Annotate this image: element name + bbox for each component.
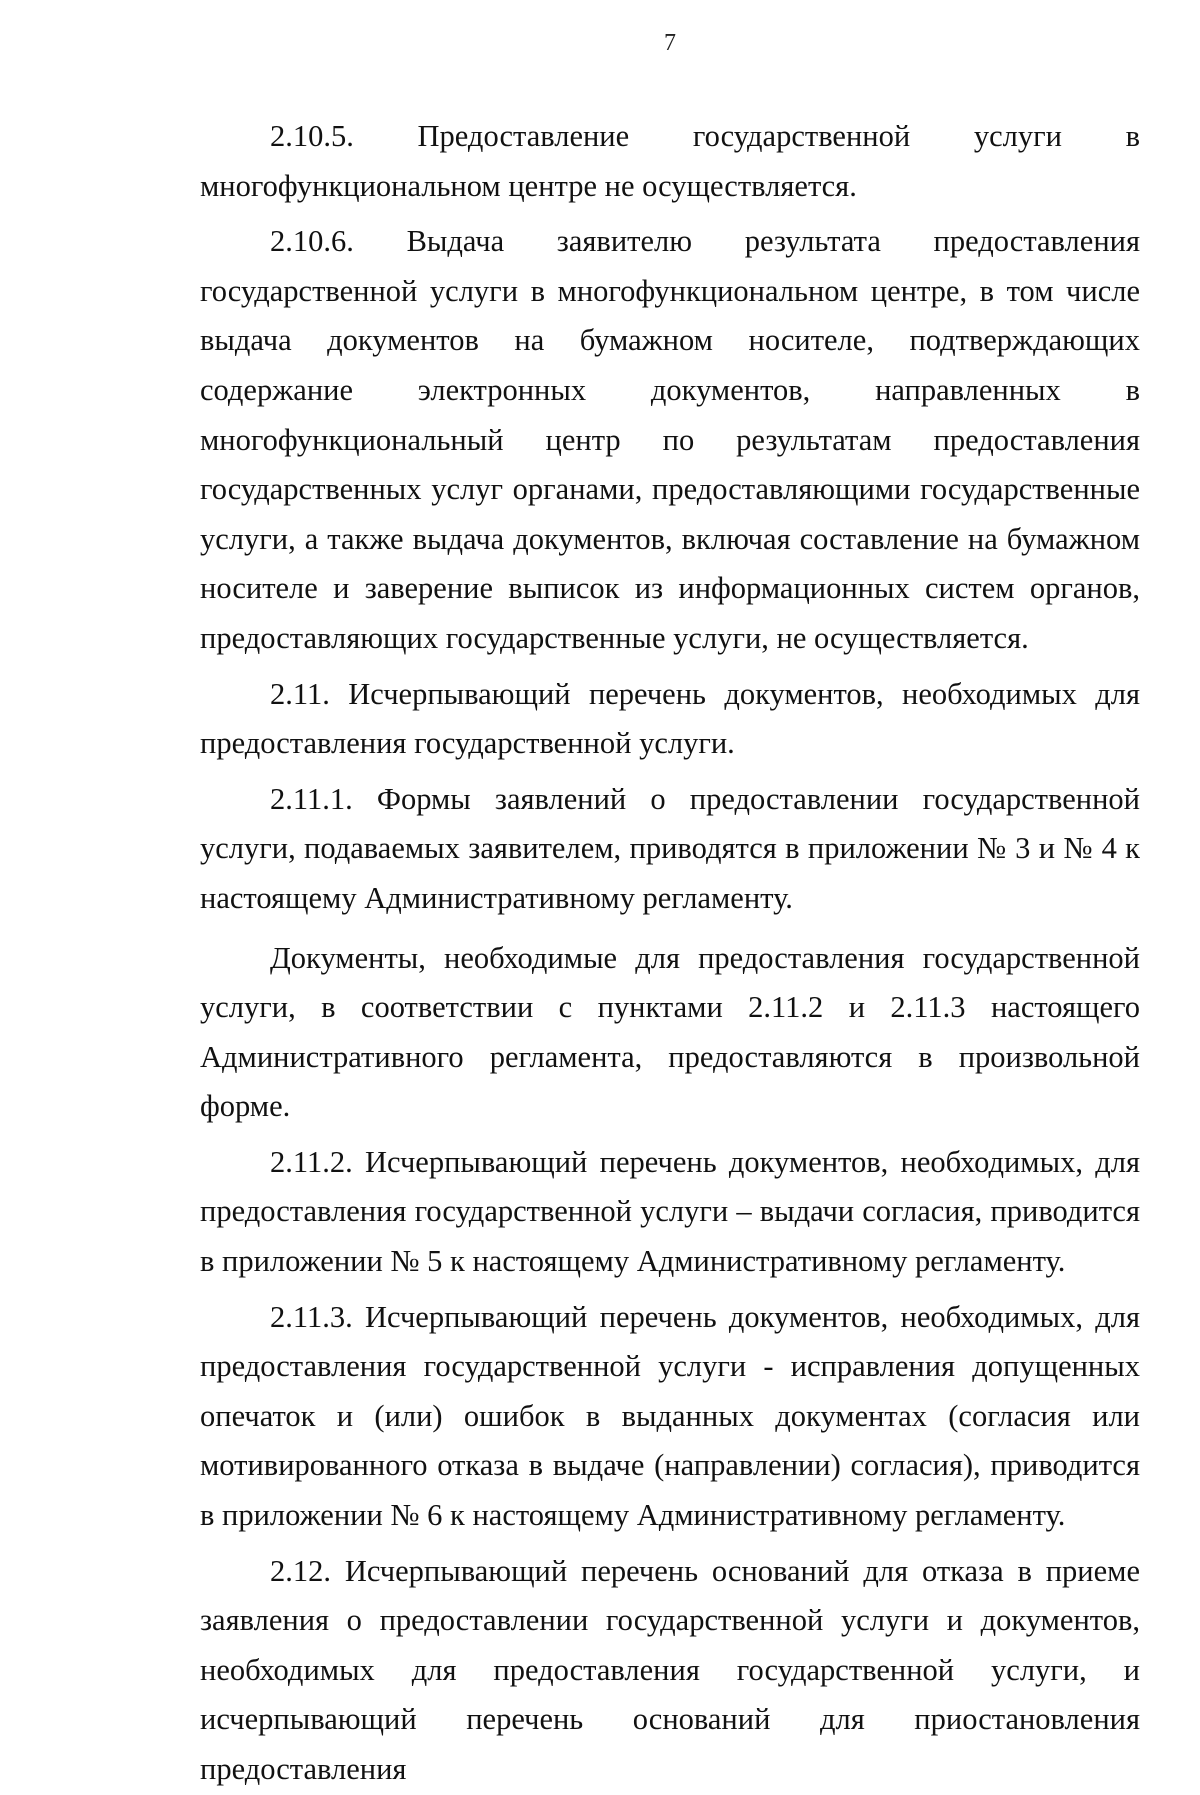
paragraph-2-10-5-first-line <box>200 112 1140 162</box>
paragraph-word: услуги <box>973 119 1062 153</box>
section-number-2-10-5: 2.10.5. <box>270 119 354 153</box>
paragraph-2-12: 2.12. Исчерпывающий перечень оснований для отказа в приеме заявления о предоставлении государственной услуги и документов, необходимых для предоставления государственной услуги, и исчерпывающий перечень оснований для приостановления предоставления <box>200 1553 1140 1786</box>
paragraph-2-11: 2.11. Исчерпывающий перечень документов, необходимых для предоставления государственной услуги. <box>200 676 1140 761</box>
paragraph-documents-free-form: Документы, необходимые для предоставления государственной услуги, в соответствии с пунктами 2.11.2 и 2.11.3 настоящего Административного регламента, предоставляются в произвольной форме. <box>200 940 1140 1124</box>
paragraph-2-10-5-continuation: многофункциональном центре не осуществляется. <box>200 168 857 203</box>
paragraph-word: Предоставление <box>417 119 630 153</box>
paragraph-word: государственной <box>692 119 911 153</box>
page-number: 7 <box>664 30 676 56</box>
paragraph-2-11-1: 2.11.1. Формы заявлений о предоставлении государственной услуги, подаваемых заявителем, приводятся в приложении № 3 и № 4 к настоящему Административному регламенту. <box>200 781 1140 915</box>
paragraph-2-11-3: 2.11.3. Исчерпывающий перечень документов, необходимых, для предоставления государственной услуги - исправления допущенных опечаток и (или) ошибок в выданных документах (согласия или мотивированного отказа в выдаче (направлении) согласия), приводится в приложении № 6 к настоящему Административному регламенту. <box>200 1299 1140 1533</box>
paragraph-2-10-6: 2.10.6. Выдача заявителю результата предоставления государственной услуги в многофункциональном центре, в том числе выдача документов на бумажном носителе, подтверждающих содержание электронных документов, направленных в многофункциональный центр по результатам предоставления государственных услуг органами, предоставляющими государственные услуги, а также выдача документов, включая составление на бумажном носителе и заверение выписок из информационных систем органов, предоставляющих государственные услуги, не осуществляется. <box>200 224 1140 655</box>
document-body <box>200 112 1140 1795</box>
paragraph-word: в <box>1125 119 1140 153</box>
paragraph-2-11-2: 2.11.2. Исчерпывающий перечень документов, необходимых, для предоставления государственной услуги – выдачи согласия, приводится в приложении № 5 к настоящему Административному регламенту. <box>200 1144 1140 1279</box>
